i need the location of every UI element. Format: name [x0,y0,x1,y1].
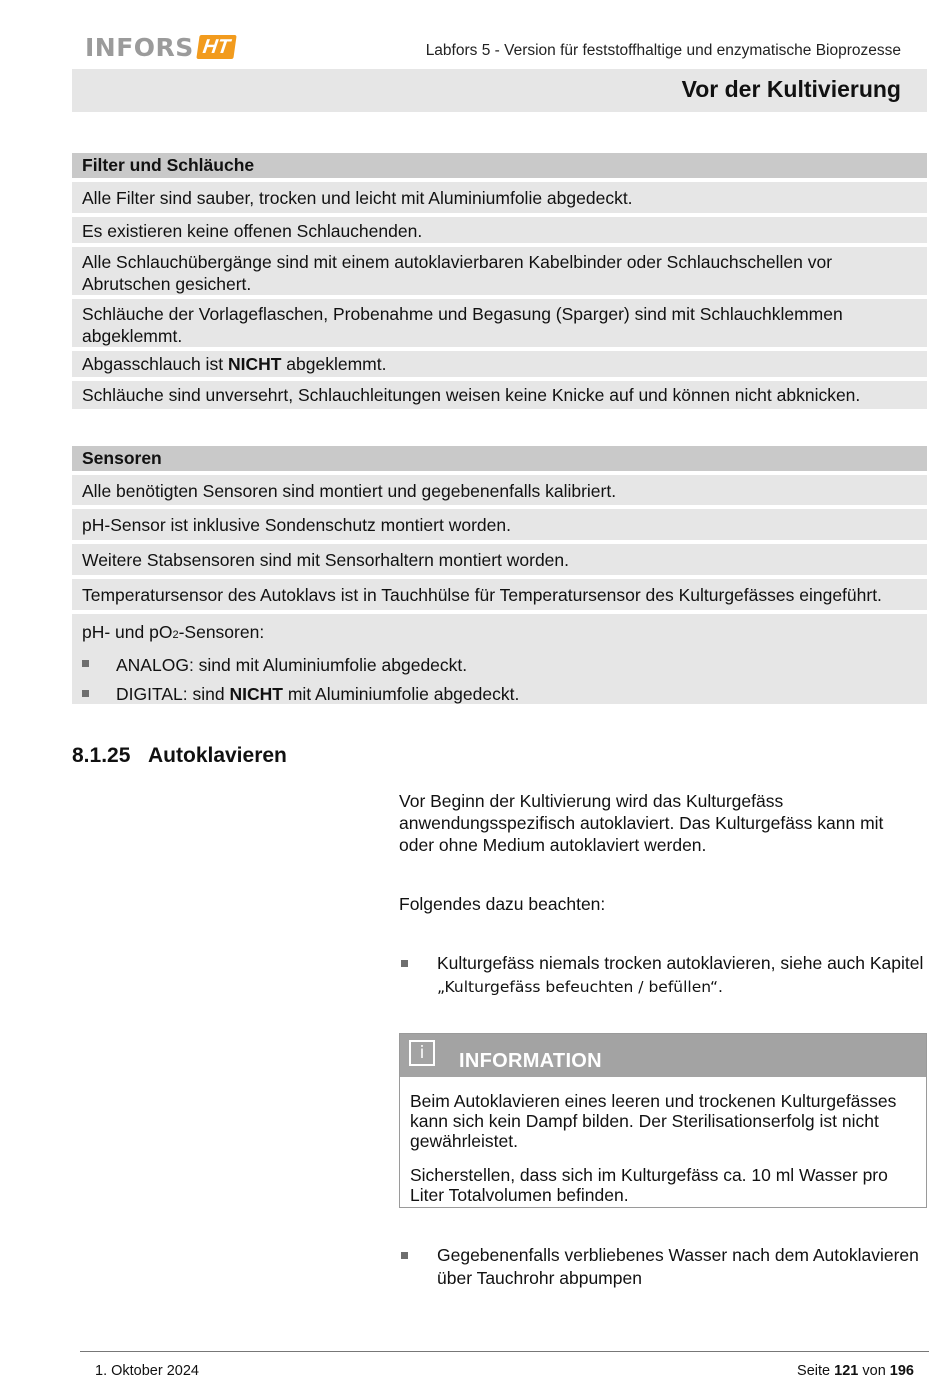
row-text: abgeklemmt. [286,354,387,374]
footer-page-number: Seite 121 von 196 [797,1363,914,1379]
information-paragraph: Sicherstellen, dass sich im Kulturgefäss ca. 10 ml Wasser pro Liter Totalvolumen befinden. [410,1165,888,1205]
footer-divider [80,1351,929,1352]
list-item [399,1244,929,1290]
info-icon: i [409,1040,435,1066]
section-heading [72,744,287,768]
bullet-square-icon [82,690,89,697]
information-box [399,1033,927,1208]
bullet-text: Kulturgefäss niemals trocken autoklavieren, siehe auch Kapitel [437,953,924,973]
sensor-checklist-table [72,446,927,708]
list-item [399,952,929,999]
table-row: Alle Schlauchübergänge sind mit einem autoklavierbaren Kabelbinder oder Schlauchschellen vor Abrutschen gesichert. [72,247,927,295]
bullet-square-icon [401,1252,408,1259]
information-header [400,1034,926,1077]
bullet-square-icon [401,960,408,967]
list-item: DIGITAL: sind NICHT mit Aluminiumfolie abgedeckt. [82,680,917,710]
ph-po2-label: pH- und pO2-Sensoren: [82,622,265,642]
bullet-text: Gegebenenfalls verbliebenes Wasser nach dem Autoklavieren über Tauchrohr abpumpen [437,1245,919,1288]
chapter-title: Vor der Kultivierung [681,76,901,102]
infors-logo [85,33,234,61]
information-body [400,1077,926,1205]
information-paragraph: Beim Autoklavieren eines leeren und trockenen Kulturgefässes kann sich kein Dampf bilden. Der Sterilisationserfolg ist nicht gewährleistet. [410,1091,897,1151]
table-row: Schläuche der Vorlageflaschen, Probenahme und Begasung (Sparger) sind mit Schlauchklemmen abgeklemmt. [72,299,927,347]
section-number: 8.1.25 [72,744,131,767]
table-heading: Filter und Schläuche [72,153,927,178]
chapter-link[interactable]: „Kulturgefäss befeuchten / befüllen“. [437,978,723,996]
table-row: Temperatursensor des Autoklavs ist in Tauchhülse für Temperatursensor des Kulturgefässes eingeführt. [72,579,927,610]
table-row: Weitere Stabsensoren sind mit Sensorhaltern montiert worden. [72,544,927,575]
section-title: Autoklavieren [148,744,287,767]
note-lead: Folgendes dazu beachten: [399,894,606,914]
footer-date: 1. Oktober 2024 [95,1363,199,1379]
information-title: INFORMATION [459,1050,602,1072]
document-subtitle: Labfors 5 - Version für feststoffhaltige und enzymatische Bioprozesse [425,42,901,59]
table-row: Es existieren keine offenen Schlauchenden. [72,217,927,243]
bullet-square-icon [82,660,89,667]
table-row: Schläuche sind unversehrt, Schlauchleitungen weisen keine Knicke auf und können nicht abknicken. [72,381,927,409]
table-row [72,614,927,704]
filter-checklist-table [72,153,927,413]
table-heading: Sensoren [72,446,927,471]
row-text: Abgasschlauch ist [82,354,224,374]
logo-word: INFORS [85,32,194,62]
table-row: Alle Filter sind sauber, trocken und leicht mit Aluminiumfolie abgedeckt. [72,182,927,213]
table-row: Alle benötigten Sensoren sind montiert und gegebenenfalls kalibriert. [72,475,927,505]
row-emphasis: NICHT [227,354,282,374]
section-intro: Vor Beginn der Kultivierung wird das Kulturgefäss anwendungsspezifisch autoklaviert. Das Kulturgefäss kann mit oder ohne Medium autoklaviert werden. [399,791,884,855]
logo-ht-badge: HT [196,35,236,59]
table-row: pH-Sensor ist inklusive Sondenschutz montiert worden. [72,509,927,540]
list-item: ANALOG: sind mit Aluminiumfolie abgedeckt. [82,651,917,681]
table-row [72,351,927,377]
